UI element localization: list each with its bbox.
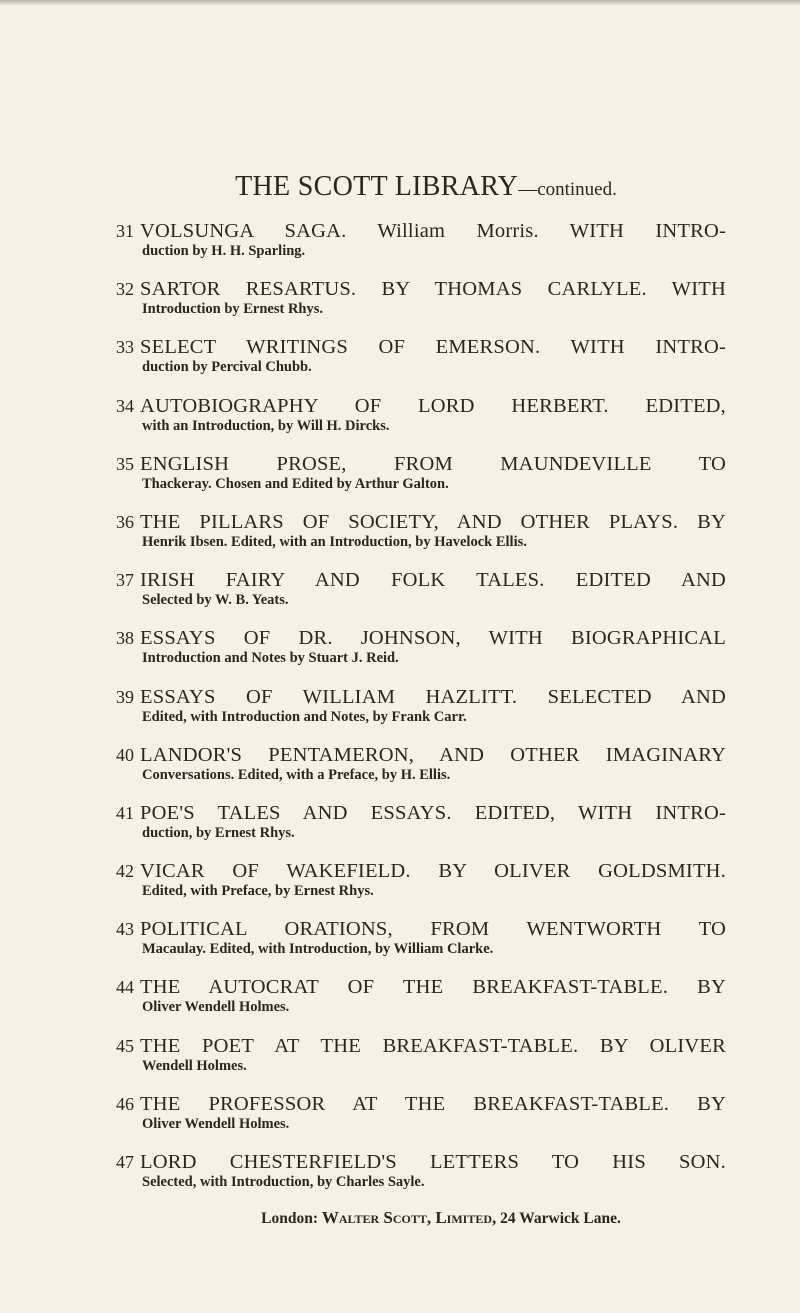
book-description: Oliver Wendell Holmes.: [142, 1115, 290, 1132]
book-number: 36: [116, 511, 134, 532]
book-title: THE AUTOCRAT OF THE BREAKFAST-TABLE. BY: [140, 976, 726, 999]
book-title: POLITICAL ORATIONS, FROM WENTWORTH TO: [140, 918, 726, 941]
book-title: THE PROFESSOR AT THE BREAKFAST-TABLE. BY: [140, 1092, 726, 1115]
book-entry-heading: [116, 335, 726, 359]
book-number: 32: [116, 279, 134, 300]
book-entry: [116, 452, 726, 493]
book-title: VOLSUNGA SAGA. William Morris. WITH INTRO-: [140, 220, 726, 242]
book-entry: [116, 510, 726, 551]
book-entry-heading: [116, 743, 726, 767]
book-number: 40: [116, 744, 134, 765]
book-description: Wendell Holmes.: [142, 1057, 247, 1074]
book-description: Edited, with Introduction and Notes, by Frank Carr.: [142, 708, 467, 725]
book-description: Introduction by Ernest Rhys.: [142, 301, 324, 318]
book-entry-heading: [116, 975, 726, 999]
book-entry-heading: [116, 1092, 726, 1116]
book-number: 35: [116, 453, 134, 474]
book-entry-heading: [116, 510, 726, 534]
book-description: duction by Percival Chubb.: [142, 359, 312, 376]
book-title: ESSAYS OF WILLIAM HAZLITT. SELECTED AND: [140, 685, 726, 708]
book-title: POE'S TALES AND ESSAYS. EDITED, WITH INTRO-: [140, 801, 726, 824]
book-entry: [116, 917, 726, 958]
book-entry-heading: [116, 801, 726, 825]
publisher-imprint: [116, 1208, 726, 1228]
book-entry: [116, 1092, 726, 1133]
book-entry-heading: [116, 685, 726, 709]
book-title: ENGLISH PROSE, FROM MAUNDEVILLE TO: [140, 452, 726, 475]
book-number: 39: [116, 686, 134, 707]
book-entry: [116, 335, 726, 376]
book-entry-heading: [116, 917, 726, 941]
book-entry: [116, 219, 726, 260]
book-number: 33: [116, 337, 134, 358]
book-number: 44: [116, 977, 134, 998]
book-description: Thackeray. Chosen and Edited by Arthur Galton.: [142, 475, 449, 492]
book-description: Edited, with Preface, by Ernest Rhys.: [142, 883, 374, 900]
book-entry: [116, 1150, 726, 1191]
book-number: 45: [116, 1035, 134, 1056]
continued-label: —continued.: [518, 179, 617, 200]
page-header: [116, 170, 726, 207]
book-entry: [116, 568, 726, 609]
book-entry: [116, 801, 726, 842]
book-entry: [116, 743, 726, 784]
book-entry-heading: [116, 277, 726, 301]
book-number: 47: [116, 1152, 134, 1172]
book-entry-heading: [116, 568, 726, 592]
book-title: THE POET AT THE BREAKFAST-TABLE. BY OLIVER: [140, 1034, 726, 1057]
book-title: LORD CHESTERFIELD'S LETTERS TO HIS SON.: [140, 1151, 726, 1173]
book-entry-heading: [116, 859, 726, 883]
book-description: duction, by Ernest Rhys.: [142, 824, 295, 841]
book-entry-heading: [116, 1034, 726, 1058]
book-title: SARTOR RESARTUS. BY THOMAS CARLYLE. WITH: [140, 278, 726, 301]
book-title: THE PILLARS OF SOCIETY, AND OTHER PLAYS. BY: [140, 510, 726, 533]
catalogue-page: [116, 170, 726, 1228]
book-entry-heading: [116, 626, 726, 650]
book-description: Macaulay. Edited, with Introduction, by William Clarke.: [142, 941, 494, 958]
book-number: 34: [116, 395, 134, 416]
book-entry: [116, 859, 726, 900]
book-description: duction by H. H. Sparling.: [142, 243, 306, 259]
book-number: 38: [116, 628, 134, 649]
book-title: ESSAYS OF DR. JOHNSON, WITH BIOGRAPHICAL: [140, 627, 726, 650]
page-title: THE SCOTT LIBRARY: [235, 171, 519, 202]
book-entry: [116, 685, 726, 726]
book-entry-heading: [116, 394, 726, 418]
book-title: IRISH FAIRY AND FOLK TALES. EDITED AND: [140, 569, 726, 592]
book-entry: [116, 1034, 726, 1075]
book-entry: [116, 394, 726, 435]
book-number: 31: [116, 221, 134, 241]
imprint-city: London:: [261, 1210, 318, 1228]
book-title: VICAR OF WAKEFIELD. BY OLIVER GOLDSMITH.: [140, 860, 726, 883]
book-description: Selected by W. B. Yeats.: [142, 592, 289, 609]
book-entry-heading: [116, 452, 726, 476]
book-description: Oliver Wendell Holmes.: [142, 999, 290, 1016]
book-description: Selected, with Introduction, by Charles Sayle.: [142, 1174, 425, 1190]
book-number: 41: [116, 802, 134, 823]
book-description: with an Introduction, by Will H. Dircks.: [142, 417, 390, 434]
book-number: 42: [116, 861, 134, 882]
book-list: [116, 219, 726, 1191]
book-title: SELECT WRITINGS OF EMERSON. WITH INTRO-: [140, 336, 726, 359]
book-title: AUTOBIOGRAPHY OF LORD HERBERT. EDITED,: [140, 394, 726, 417]
book-entry: [116, 975, 726, 1016]
book-entry: [116, 626, 726, 667]
book-title: LANDOR'S PENTAMERON, AND OTHER IMAGINARY: [140, 743, 726, 766]
imprint-publisher: Walter Scott, Limited,: [321, 1208, 497, 1228]
book-number: 46: [116, 1093, 134, 1114]
book-entry-heading: [116, 219, 726, 243]
book-number: 43: [116, 919, 134, 940]
page-top-edge: [0, 0, 800, 6]
book-number: 37: [116, 570, 134, 591]
book-entry-heading: [116, 1150, 726, 1174]
book-description: Introduction and Notes by Stuart J. Reid.: [142, 650, 399, 667]
book-entry: [116, 277, 726, 318]
imprint-address: 24 Warwick Lane.: [500, 1210, 621, 1228]
book-description: Conversations. Edited, with a Preface, by H. Ellis.: [142, 766, 451, 783]
book-description: Henrik Ibsen. Edited, with an Introduction, by Havelock Ellis.: [142, 533, 527, 550]
